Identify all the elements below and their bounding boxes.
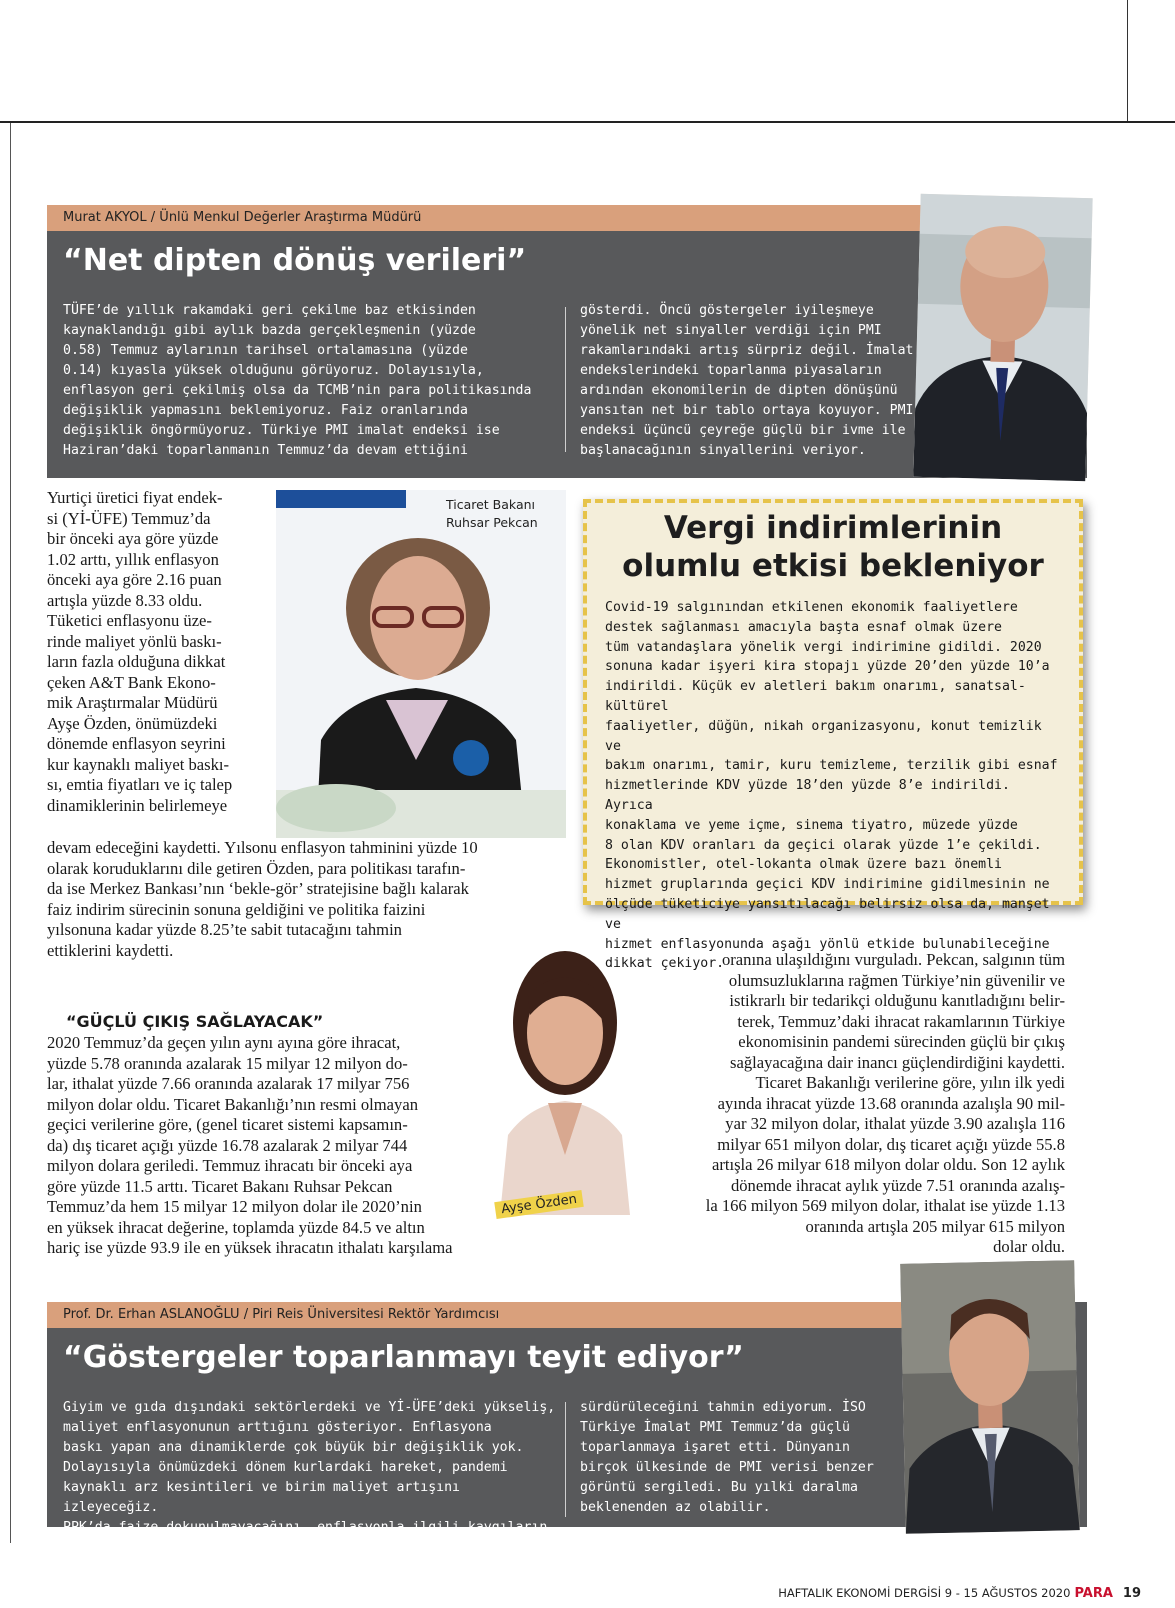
opinion-byline: Murat AKYOL / Ünlü Menkul Değerler Araştırma Müdürü <box>47 205 925 231</box>
opinion-column-right: gösterdi. Öncü göstergeler iyileşmeye yönelik net sinyaller verdiği için PMI rakamlarındaki artış sürpriz değil. İmalat endekslerindeki toparlanma piyasaların ardından ekonomilerin de dipten dönüşünü yansıtan net bir tablo ortaya koyuyor. PMI endeksi üçüncü çeyreğe güçlü bir ivme ile başlanacağının sinyallerini veriyor. <box>580 303 914 458</box>
man-portrait-image <box>900 1260 1080 1534</box>
opinion-column-left: TÜFE’de yıllık rakamdaki geri çekilme baz etkisinden kaynaklandığı gibi aylık bazda gerçekleşmenin (yüzde 0.58) Temmuz aylarının tarihsel ortalamasına (yüzde 0.14) kıyasla yüksek olduğunu görüyoruz. Dolayısıyla, enflasyon geri çekilmiş olsa da TCMB’nin para politikasında değişiklik yapmasını beklemiyoruz. Faiz oranlarında değişiklik öngörmüyoruz. Türkiye PMI imalat endeksi ise Haziran’daki toparlanmanın Temmuz’da devam ettiğini <box>63 303 532 458</box>
photo-caption-ozden: Ayşe Özden <box>494 1190 584 1219</box>
body-text-left-wide: devam edeceğini kaydetti. Yılsonu enflasyon tahminini yüzde 10 olarak koruduklarını dile getiren Özden, para politikası tarafın- da ise Merkez Bankası’nın ‘bekle-gör’ stratejisine bağlı kalarak faiz indirim sürecinin sonuna geldiğini ve politika faizini yılsonuna kadar yüzde 8.25’te sabit tutacağını tahmin ettiklerini kaydetti. <box>47 838 478 960</box>
sidebar-title: Vergi indirimlerinin olumlu etkisi bekleniyor <box>622 510 1044 584</box>
opinion-headline: “Göstergeler toparlanmayı teyit ediyor” <box>63 1340 744 1375</box>
photo-ruhsar-pekcan <box>276 490 566 838</box>
photo-caption-pekcan: Ticaret Bakanı Ruhsar Pekcan <box>446 497 538 530</box>
portrait-erhan-aslanoglu <box>900 1260 1080 1534</box>
body-text-right-bottom: oranına ulaşıldığını vurguladı. Pekcan, salgının tüm olumsuzluklarına rağmen Türkiye’nin güvenilir ve istikrarlı bir tedarikçi olduğunu kanıtladığını belir- terek, Temmuz’daki ihracat rakamlarının Türkiye ekonomisinin pandemi sürecinden güçlü bir çıkış sağlayacağına dair inancı güçlendirdiğini kaydetti. Ticaret Bakanlığı verilerine göre, yılın ilk yedi ayında ihracat yüzde 13.68 oranında azalışla 90 mil- yar 32 milyon dolar, ithalat yüzde 3.90 azalışla 116 milyar 651 milyon dolar, dış ticaret açığı yüzde 55.8 artışla 26 milyar 618 milyon dolar oldu. Son 12 aylık dönemde ihracat aylık yüzde 7.51 oranında azalış- la 166 milyon 569 milyon dolar, ithalat ise yüzde 1.13 oranında artışla 205 milyar 615 milyon dolar oldu. <box>705 950 1065 1256</box>
body-text-left-bottom: 2020 Temmuz’da geçen yılın aynı ayına göre ihracat, yüzde 5.78 oranında azalarak 15 milyar 12 milyon do- lar, ithalat yüzde 7.66 oranında azalarak 17 milyar 756 milyon dolar oldu. Ticaret Bakanlığı’nın resmi olmayan geçici verilerine göre, (genel ticaret sistemi kapsamın- da) dış ticaret açığı yüzde 16.78 azalarak 2 milyar 744 milyon dolara geriledi. Temmuz ihracatı bir önceki aya göre yüzde 11.5 arttı. Ticaret Bakanı Ruhsar Pekcan Temmuz’da hem 15 milyar 12 milyon dolar ile 2020’nin en yüksek ihracat değerine, toplamda yüzde 84.5 ve altın hariç ise yüzde 93.9 ile en yüksek ihracatın ithalatı karşılama <box>47 1033 453 1257</box>
opinion-headline: “Net dipten dönüş verileri” <box>63 243 527 278</box>
opinion-column-left: Giyim ve gıda dışındaki sektörlerdeki ve Yİ-ÜFE’deki yükseliş, maliyet enflasyonunun arttığını gösteriyor. Enflasyona baskı yapan ana dinamiklerde çok büyük bir değişiklik yok. Dolayısıyla önümüzdeki dönem kurlardaki hareket, pandemi kaynaklı arz kesintileri ve birim maliyet artışını izleyeceğiz. PPK’da faize dokunulmayacağını, enflasyonla ilgili kaygıların <box>63 1400 556 1535</box>
opinion-byline: Prof. Dr. Erhan ASLANOĞLU / Piri Reis Üniversitesi Rektör Yardımcısı <box>47 1302 907 1328</box>
woman-at-podium-image <box>276 490 566 838</box>
section-subhead: “GÜÇLÜ ÇIKIŞ SAĞLAYACAK” <box>66 1012 324 1031</box>
footer-publication: HAFTALIK EKONOMİ DERGİSİ 9 - 15 AĞUSTOS 2020 <box>778 1586 1071 1600</box>
sidebar-vergi-indirimleri <box>583 499 1083 972</box>
page-footer <box>778 1586 1141 1601</box>
page-top-rule <box>0 121 1175 123</box>
footer-brand: PARA <box>1074 1586 1113 1601</box>
opinion-column-divider <box>565 1402 566 1517</box>
top-right-rule <box>1127 0 1128 121</box>
man-portrait-image <box>913 194 1092 481</box>
portrait-murat-akyol <box>913 194 1092 481</box>
body-text-left-narrow: Yurtiçi üretici fiyat endek- si (Yİ-ÜFE) Temmuz’da bir önceki aya göre yüzde 1.02 arttı, yıllık enflasyon önceki aya göre 2.16 puan artışla yüzde 8.33 oldu. Tüketici enflasyonu üze- rinde maliyet yönlü baskı- ların fazla olduğuna dikkat çeken A&T Bank Ekono- mik Araştırmalar Müdürü Ayşe Özden, önümüzdeki dönemde enflasyon seyrini kur kaynaklı maliyet baskı- sı, emtia fiyatları ve iç talep dinamiklerinin belirlemeye <box>47 488 233 815</box>
opinion-column-divider <box>565 307 566 452</box>
sidebar-text: Covid-19 salgınından etkilenen ekonomik faaliyetlere destek sağlanması amacıyla başta esnaf olmak üzere tüm vatandaşlara yönelik vergi indirimine gidildi. 2020 sonuna kadar işyeri kira stopajı yüzde 20’den yüzde 10’a indirildi. Küçük ev aletleri bakım onarımı, sanatsal-kültürel faaliyetler, düğün, nikah organizasyonu, konut temizlik ve bakım onarımı, tamir, kuru temizleme, terzilik gibi esnaf hizmetlerinde KDV yüzde 18’den yüzde 8’e indirildi. Ayrıca konaklama ve yeme içme, sinema tiyatro, müzede yüzde 8 olan KDV oranları da geçici olarak yüzde 1’e çekildi. Ekonomistler, otel-lokanta olmak üzere bazı önemli hizmet gruplarında geçici KDV indirimine gidilmesinin ne ölçüde tüketiciye yansıtılacağı belirsiz olsa da, manşet ve hizmet enflasyonunda aşağı yönlü etkide bulunabileceğine dikkat çekiyor. <box>605 600 1058 972</box>
opinion-column-right: sürdürüleceğini tahmin ediyorum. İSO Türkiye İmalat PMI Temmuz’da güçlü toparlanmaya işaret etti. Dünyanın birçok ülkesinde de PMI verisi benzer görüntü sergiledi. Bu yılki daralma beklenenden az olabilir. <box>580 1400 874 1515</box>
left-margin-rule <box>10 123 11 1543</box>
footer-page-number: 19 <box>1122 1586 1141 1601</box>
